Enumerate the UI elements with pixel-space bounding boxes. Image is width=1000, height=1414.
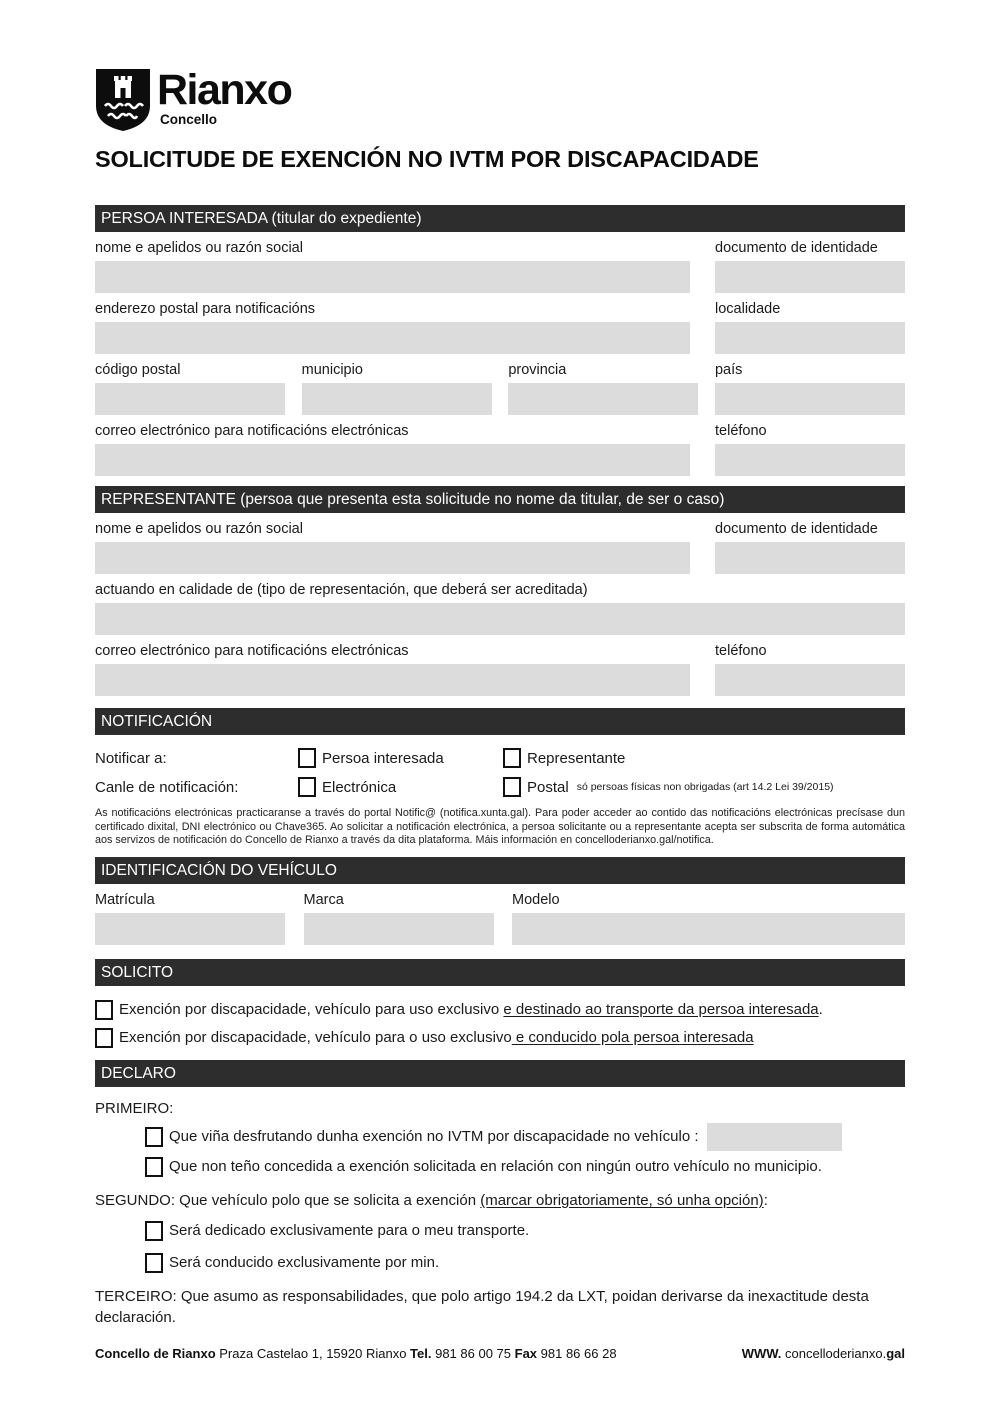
- primeiro-option2-checkbox[interactable]: [145, 1157, 163, 1177]
- label-codigo-postal: código postal: [95, 362, 181, 378]
- persoa-interesada-label: Persoa interesada: [322, 749, 444, 767]
- label-documento-interesada: documento de identidade: [715, 240, 878, 256]
- section-header-notificacion: NOTIFICACIÓN: [95, 708, 905, 735]
- solicito-option1-checkbox[interactable]: [95, 1000, 113, 1020]
- primeiro-option1-checkbox[interactable]: [145, 1127, 163, 1147]
- footer-contact: Concello de Rianxo Praza Castelao 1, 15920 Rianxo Tel. 981 86 00 75 Fax 981 86 66 28: [95, 1346, 617, 1361]
- primeiro-option-2[interactable]: [145, 1155, 905, 1179]
- page-title: SOLICITUDE DE EXENCIÓN NO IVTM POR DISCAPACIDADE: [95, 146, 759, 172]
- input-pais[interactable]: [715, 383, 905, 415]
- declaro-segundo-text: SEGUNDO: Que vehículo polo que se solicita a exención (marcar obrigatoriamente, só unha opción):: [95, 1191, 768, 1209]
- input-nome-representante[interactable]: [95, 542, 690, 574]
- representante-checkbox[interactable]: [503, 748, 521, 768]
- section-header-persoa-interesada: PERSOA INTERESADA (titular do expediente): [95, 205, 905, 232]
- primeiro-option-1[interactable]: [145, 1125, 905, 1149]
- option-persoa-interesada[interactable]: [298, 748, 503, 768]
- notification-legal-text: As notificacións electrónicas practicaranse a través do portal Notific@ (notifica.xunta.gal). Para poder acceder ao contido das notificacións electrónicas precísase dun certificado dixital, DNI electrónico ou Chave365. Ao solicitar a notificación electrónica, a persoa solicitante ou a representante acepta ser subscrita de forma automática aos servizos de notificación do Concello de Rianxo a través da dita plataforma. Máis información en concelloderianxo.gal/notifica.: [95, 807, 905, 847]
- label-actuando-calidade: actuando en calidade de (tipo de representación, que deberá ser acreditada): [95, 582, 588, 598]
- footer: [95, 1346, 905, 1361]
- segundo-option1-checkbox[interactable]: [145, 1221, 163, 1241]
- persoa-interesada-checkbox[interactable]: [298, 748, 316, 768]
- input-modelo[interactable]: [512, 913, 905, 945]
- representante-label: Representante: [527, 749, 626, 767]
- declaro-terceiro-text: TERCEIRO: Que asumo as responsabilidades, que polo artigo 194.2 da LXT, poidan derivarse da inexactitude desta declaración.: [95, 1287, 869, 1326]
- label-correo-representante: correo electrónico para notificacións electrónicas: [95, 643, 409, 659]
- solicito-option1-text: Exención por discapacidade, vehículo para uso exclusivo e destinado ao transporte da persoa interesada.: [119, 1001, 823, 1019]
- label-provincia: provincia: [508, 362, 567, 378]
- option-postal[interactable]: [503, 777, 834, 797]
- label-notificar-a: Notificar a:: [95, 749, 167, 767]
- input-municipio[interactable]: [302, 383, 492, 415]
- label-documento-representante: documento de identidade: [715, 521, 878, 537]
- footer-website: WWW. concelloderianxo.gal: [741, 1346, 905, 1361]
- input-localidade[interactable]: [715, 322, 905, 354]
- input-telefono-interesada[interactable]: [715, 444, 905, 476]
- input-telefono-representante[interactable]: [715, 664, 905, 696]
- declaro-primeiro-label: PRIMEIRO:: [95, 1099, 174, 1117]
- label-telefono-representante: teléfono: [715, 643, 767, 659]
- input-enderezo[interactable]: [95, 322, 690, 354]
- logo-wordmark: Rianxo: [157, 66, 292, 114]
- segundo-option-2[interactable]: [145, 1251, 905, 1275]
- solicito-option2-text: Exención por discapacidade, vehículo para o uso exclusivo e conducido pola persoa interesada: [119, 1029, 754, 1047]
- label-matricula: Matrícula: [95, 891, 155, 908]
- label-marca: Marca: [303, 891, 344, 908]
- label-pais: país: [714, 362, 743, 378]
- postal-note: só persoas físicas non obrigadas (art 14.2 Lei 39/2015): [576, 781, 834, 793]
- section-header-vehiculo: IDENTIFICACIÓN DO VEHÍCULO: [95, 857, 905, 884]
- input-documento-representante[interactable]: [715, 542, 905, 574]
- section-header-representante: REPRESENTANTE (persoa que presenta esta solicitude no nome da titular, de ser o caso): [95, 486, 905, 513]
- segundo-option1-text: Será dedicado exclusivamente para o meu transporte.: [169, 1222, 530, 1240]
- postal-label: Postal: [527, 778, 569, 796]
- primeiro-option2-text: Que non teño concedida a exención solicitada en relación con ningún outro vehículo no municipio.: [169, 1158, 822, 1176]
- solicito-option2-checkbox[interactable]: [95, 1028, 113, 1048]
- option-representante[interactable]: [503, 748, 625, 768]
- label-localidade: localidade: [715, 301, 781, 317]
- input-correo-interesada[interactable]: [95, 444, 690, 476]
- label-municipio: municipio: [301, 362, 363, 378]
- input-correo-representante[interactable]: [95, 664, 690, 696]
- section-header-declaro: DECLARO: [95, 1060, 905, 1087]
- solicito-option-1[interactable]: [95, 998, 905, 1022]
- option-electronica[interactable]: [298, 777, 503, 797]
- postal-checkbox[interactable]: [503, 777, 521, 797]
- input-matricula[interactable]: [95, 913, 285, 945]
- input-vehiculo-previo[interactable]: [707, 1123, 842, 1151]
- electronica-label: Electrónica: [322, 778, 397, 796]
- label-telefono-interesada: teléfono: [715, 423, 767, 439]
- segundo-option2-checkbox[interactable]: [145, 1253, 163, 1273]
- logo: [95, 68, 905, 132]
- input-documento-interesada[interactable]: [715, 261, 905, 293]
- rianxo-shield-icon: [95, 68, 151, 132]
- label-correo-interesada: correo electrónico para notificacións electrónicas: [95, 423, 409, 439]
- electronica-checkbox[interactable]: [298, 777, 316, 797]
- input-provincia[interactable]: [508, 383, 698, 415]
- input-nome-interesada[interactable]: [95, 261, 690, 293]
- segundo-option2-text: Será conducido exclusivamente por min.: [169, 1254, 440, 1272]
- label-enderezo: enderezo postal para notificacións: [95, 301, 316, 317]
- logo-subtitle: Concello: [160, 112, 218, 127]
- label-canle-notificacion: Canle de notificación:: [95, 778, 239, 796]
- input-marca[interactable]: [304, 913, 494, 945]
- input-actuando-calidade[interactable]: [95, 603, 905, 635]
- primeiro-option1-text: Que viña desfrutando dunha exención no IVTM por discapacidade no vehículo :: [169, 1123, 842, 1151]
- label-nome-interesada: nome e apelidos ou razón social: [95, 240, 303, 256]
- label-modelo: Modelo: [512, 891, 560, 908]
- section-header-solicito: SOLICITO: [95, 959, 905, 986]
- solicito-option-2[interactable]: [95, 1026, 905, 1050]
- label-nome-representante: nome e apelidos ou razón social: [95, 521, 303, 537]
- segundo-option-1[interactable]: [145, 1219, 905, 1243]
- input-codigo-postal[interactable]: [95, 383, 285, 415]
